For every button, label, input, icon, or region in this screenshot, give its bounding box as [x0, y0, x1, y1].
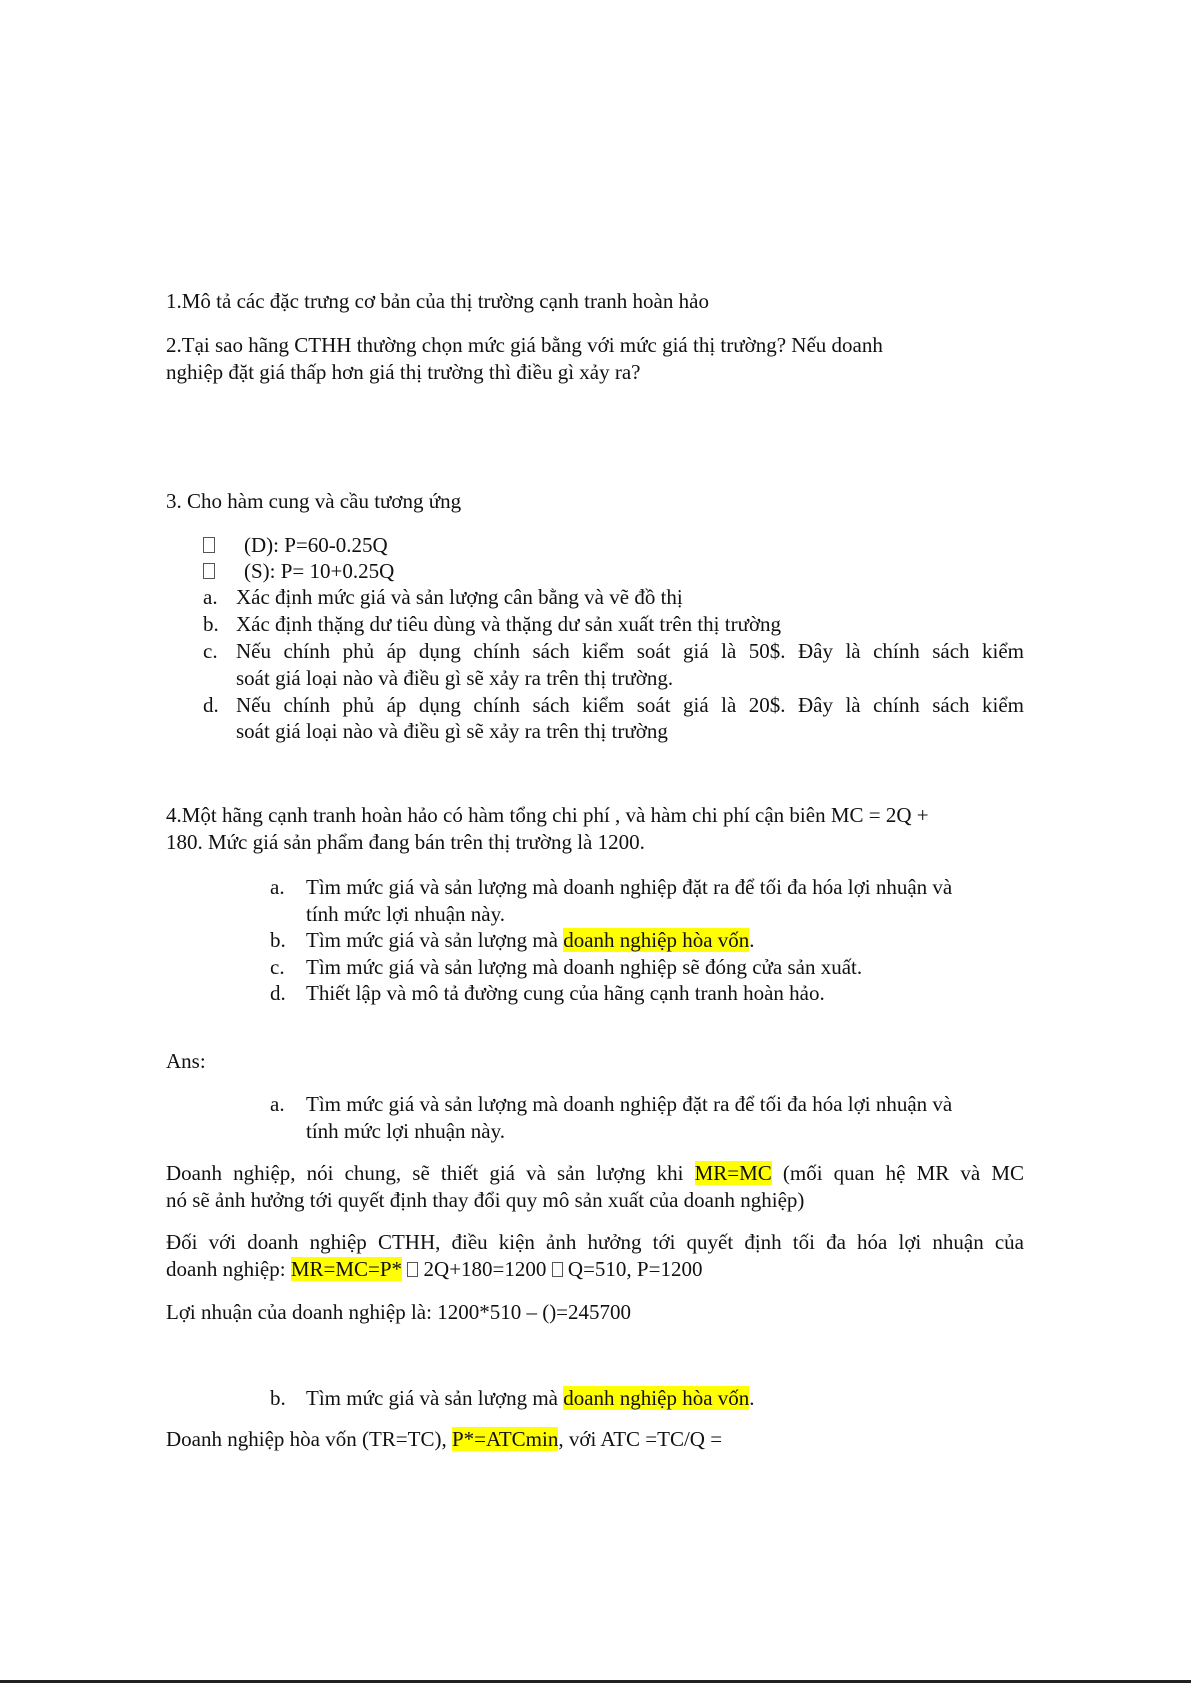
p1-prefix: Doanh nghiệp, nói chung, sẽ thiết giá và sản lượng khi	[166, 1161, 695, 1185]
answer-paragraph-1-line-2: nó sẽ ảnh hưởng tới quyết định thay đổi quy mô sản xuất của doanh nghiệp)	[166, 1188, 805, 1212]
p2-highlight: MR=MC=P*	[290, 1257, 403, 1281]
q3-item-c-label: c.	[203, 639, 218, 663]
p2-mid: 2Q+180=1200	[418, 1257, 552, 1281]
bullet-icon	[203, 563, 215, 579]
answer-title: Ans:	[166, 1049, 206, 1073]
question-2-line-1: 2.Tại sao hãng CTHH thường chọn mức giá bằng với mức giá thị trường? Nếu doanh	[166, 333, 883, 357]
q3-item-a: Xác định mức giá và sản lượng cân bằng và vẽ đồ thị	[236, 585, 683, 609]
p4-prefix: Doanh nghiệp hòa vốn (TR=TC),	[166, 1427, 452, 1451]
q4-item-d-label: d.	[270, 981, 286, 1005]
demand-function: (D): P=60-0.25Q	[244, 533, 388, 557]
q3-item-d-line-1: Nếu chính phủ áp dụng chính sách kiểm soát giá là 20$. Đây là chính sách kiểm	[236, 693, 1024, 717]
arrow-glyph-icon	[552, 1262, 563, 1277]
q4-item-a-label: a.	[270, 875, 285, 899]
q3-item-b: Xác định thặng dư tiêu dùng và thặng dư sản xuất trên thị trường	[236, 612, 782, 636]
q3-item-d-label: d.	[203, 693, 219, 717]
question-4-line-2: 180. Mức giá sản phẩm đang bán trên thị trường là 1200.	[166, 830, 645, 854]
bullet-icon	[203, 537, 215, 553]
q4-item-a-line-1: Tìm mức giá và sản lượng mà doanh nghiệp đặt ra để tối đa hóa lợi nhuận và	[306, 875, 953, 899]
answer-b-suffix: .	[749, 1386, 755, 1410]
answer-paragraph-2-line-2	[166, 1256, 702, 1283]
answer-paragraph-4	[166, 1426, 722, 1453]
answer-b-label: b.	[270, 1386, 286, 1410]
q3-item-a-label: a.	[203, 585, 218, 609]
q4-item-d: Thiết lập và mô tả đường cung của hãng cạnh tranh hoàn hảo.	[306, 981, 825, 1005]
p4-suffix: , với ATC =TC/Q =	[558, 1427, 723, 1451]
answer-b	[306, 1385, 755, 1412]
p1-highlight: MR=MC	[694, 1161, 772, 1185]
q3-item-b-label: b.	[203, 612, 219, 636]
p2-prefix: doanh nghiệp:	[166, 1257, 291, 1281]
arrow-glyph-icon	[407, 1262, 418, 1277]
p2-end: Q=510, P=1200	[562, 1257, 703, 1281]
answer-a-line-2: tính mức lợi nhuận này.	[306, 1119, 506, 1143]
answer-a-label: a.	[270, 1092, 285, 1116]
answer-b-prefix: Tìm mức giá và sản lượng mà	[306, 1386, 564, 1410]
page-bottom-rule	[0, 1680, 1191, 1683]
answer-paragraph-1-line-1	[166, 1160, 1024, 1187]
p1-suffix: (mối quan hệ MR và MC	[771, 1161, 1024, 1185]
p4-highlight: P*=ATCmin	[451, 1427, 559, 1451]
q4-item-b-highlight: doanh nghiệp hòa vốn	[563, 928, 750, 952]
q3-item-c-line-2: soát giá loại nào và điều gì sẽ xảy ra trên thị trường.	[236, 666, 674, 690]
q4-item-c-label: c.	[270, 955, 285, 979]
answer-paragraph-2-line-1: Đối với doanh nghiệp CTHH, điều kiện ảnh hưởng tới quyết định tối đa hóa lợi nhuận của	[166, 1230, 1024, 1254]
q4-item-a-line-2: tính mức lợi nhuận này.	[306, 902, 506, 926]
answer-b-highlight: doanh nghiệp hòa vốn	[563, 1386, 750, 1410]
q4-item-b	[306, 927, 755, 954]
question-3-intro: 3. Cho hàm cung và cầu tương ứng	[166, 489, 462, 513]
question-2-line-2: nghiệp đặt giá thấp hơn giá thị trường thì điều gì xảy ra?	[166, 360, 641, 384]
question-4-line-1: 4.Một hãng cạnh tranh hoàn hảo có hàm tổng chi phí , và hàm chi phí cận biên MC = 2Q +	[166, 803, 929, 827]
answer-a-line-1: Tìm mức giá và sản lượng mà doanh nghiệp đặt ra để tối đa hóa lợi nhuận và	[306, 1092, 953, 1116]
q3-item-c-line-1: Nếu chính phủ áp dụng chính sách kiểm soát giá là 50$. Đây là chính sách kiểm	[236, 639, 1024, 663]
q3-item-d-line-2: soát giá loại nào và điều gì sẽ xảy ra trên thị trường	[236, 719, 668, 743]
answer-paragraph-3: Lợi nhuận của doanh nghiệp là: 1200*510 – ()=245700	[166, 1300, 632, 1324]
supply-function: (S): P= 10+0.25Q	[244, 559, 395, 583]
question-1: 1.Mô tả các đặc trưng cơ bản của thị trường cạnh tranh hoàn hảo	[166, 289, 709, 313]
q4-item-b-prefix: Tìm mức giá và sản lượng mà	[306, 928, 564, 952]
q4-item-c: Tìm mức giá và sản lượng mà doanh nghiệp sẽ đóng cửa sản xuất.	[306, 955, 863, 979]
q4-item-b-suffix: .	[749, 928, 755, 952]
q4-item-b-label: b.	[270, 928, 286, 952]
